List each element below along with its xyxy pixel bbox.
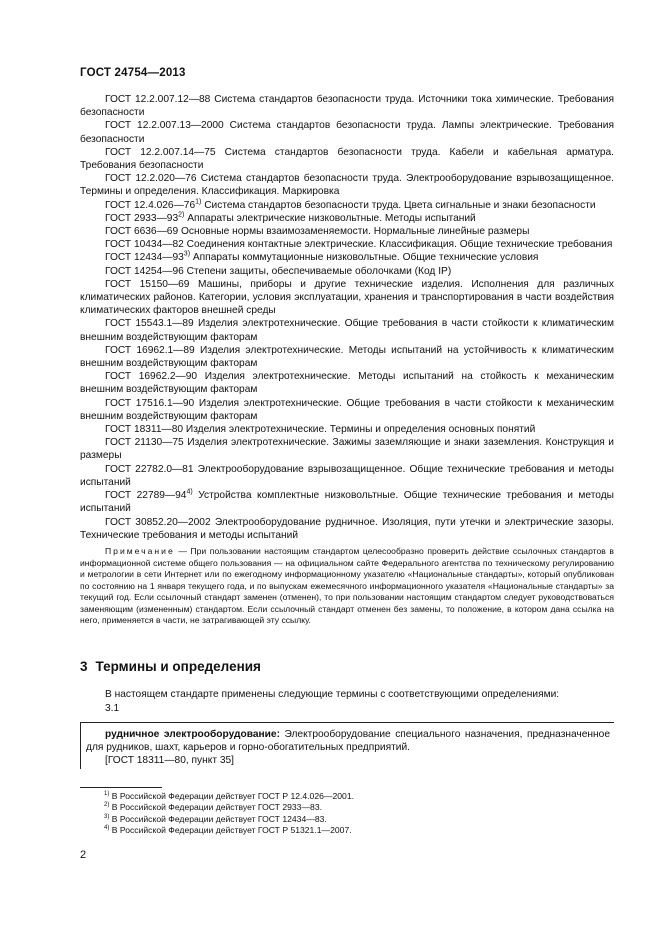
footnote-item: $^{2)}$ В Российской Федерации действует ГОСТ 2933—83. [104,802,322,813]
reference-item: ГОСТ 21130—75 Изделия электротехнические. Зажимы заземляющие и знаки заземления. Конструкция и размеры [80,437,614,462]
box-top-rule [80,722,614,723]
clause-number: 3.1 [105,702,120,714]
reference-item: ГОСТ 14254—96 Степени защиты, обеспечиваемые оболочками (Код IP) [105,265,452,277]
footnote-ref: 1) [195,198,202,206]
section-intro [80,688,614,715]
definition-box [80,722,614,769]
footnote-item: $^{3)}$ В Российской Федерации действует ГОСТ 12434—83. [104,813,327,824]
reference-item: ГОСТ 30852.20—2002 Электрооборудование рудничное. Изоляция, пути утечки и электрические зазоры. Технические требования и методы испытаний [80,516,614,541]
note-text: — При пользовании настоящим стандартом целесообразно проверить действие ссылочных стандартов в информационной системе общего пользования — на официальном сайте Федерального агентства по техническому регулированию и метрологии в сети Интернет или по ежегодному информационному указателю «Национальные стандарты», который опубликован по состоянию на 1 января текущего года, и по выпускам ежемесячного информационного указателя «Национальные стандарты» за текущий год. Если ссылочный стандарт заменен (отменен), то при пользовании настоящим стандартом следует руководствоваться заменяющим (измененным) стандартом. Если ссылочный стандарт отменен без замены, то положение, в котором дана ссылка на него, применяется в части, не затрагивающей эту ссылку. [80,545,614,626]
definition-source: [ГОСТ 18311—80, пункт 35] [105,755,234,767]
reference-item: ГОСТ 12.2.007.13—2000 Система стандартов безопасности труда. Лампы электрические. Требования безопасности [80,120,614,145]
footnote-ref: 3) [183,251,191,259]
footnote-ref: 2) [178,211,185,219]
reference-item: ГОСТ 15150—69 Машины, приборы и другие технические изделия. Исполнения для различных климатических районов. Категории, условия эксплуатации, хранения и транспортирования в части воздействия климатических факторов внешней среды [80,278,614,317]
reference-item: ГОСТ 10434—82 Соединения контактные электрические. Классификация. Общие технические требования [105,239,613,251]
note-label: Примечание [105,545,175,556]
reference-item: ГОСТ 6636—69 Основные нормы взаимозаменяемости. Нормальные линейные размеры [105,226,530,238]
reference-item: ГОСТ 18311—80 Изделия электротехнические. Термины и определения основных понятий [105,424,536,436]
reference-item: ГОСТ 12.2.020—76 Система стандартов безопасности труда. Электрооборудование взрывозащищенное. Термины и определения. Классификация. Маркировка [80,173,614,198]
reference-item: ГОСТ 17516.1—90 Изделия электротехнические. Общие требования в части стойкости к механическим внешним воздействующим факторам [80,397,614,422]
footnote-item: $^{1)}$ В Российской Федерации действует ГОСТ Р 12.4.026—2001. [104,791,354,801]
footnote-item: $^{4)}$ В Российской Федерации действует ГОСТ Р 51321.1—2007. [104,825,352,836]
definition-text [86,728,610,768]
reference-item: ГОСТ 12.2.007.14—75 Система стандартов безопасности труда. Кабели и кабельная арматура. Требования безопасности [80,146,614,172]
reference-item: ГОСТ 15543.1—89 Изделия электротехнические. Общие требования в части стойкости к климатическим внешним воздействующим факторам [80,318,614,343]
running-header: ГОСТ 24754—2013 [80,67,186,79]
reference-item: ГОСТ 12.2.007.12—88 Система стандартов безопасности труда. Источники тока химические. Требования безопасности [80,94,614,119]
definition-body: Электрооборудование специального назначения, предназначенное для рудников, шахт, карьеров и горно-обогатительных предприятий. [86,729,610,754]
reference-item: ГОСТ 12.4.026—76$^{1)}$ Система стандартов безопасности труда. Цвета сигнальные и знаки безопасности [105,198,596,211]
reference-item: ГОСТ 22789—94$^{4)}$ Устройства комплектные низковольтные. Общие технические требования и методы испытаний [80,488,614,515]
reference-item: ГОСТ 22782.0—81 Электрооборудование взрывозащищенное. Общие технические требования и методы испытаний [80,463,614,488]
footnote-rule [80,787,162,788]
page-number: 2 [80,849,87,861]
intro-text: В настоящем стандарте применены следующие термины с соответствующими определениями: [105,689,560,700]
reference-item: ГОСТ 2933—93$^{2)}$ Аппараты электрические низковольтные. Методы испытаний [105,211,476,224]
footnote-ref: 4) [186,488,193,496]
reference-item: ГОСТ 16962.1—89 Изделия электротехнические. Методы испытаний на устойчивость к климатическим внешним воздействующим факторам [80,344,614,370]
reference-item: ГОСТ 16962.2—90 Изделия электротехнические. Методы испытаний на стойкость к механическим внешним воздействующим факторам [80,371,614,396]
footnotes [104,791,354,837]
defined-term: рудничное электрооборудование: [105,729,280,740]
normative-references [80,93,614,627]
reference-item: ГОСТ 12434—93$^{3)}$ Аппараты коммутационные низковольтные. Общие технические условия [105,251,539,264]
box-left-rule [80,722,81,769]
reference-note [80,546,614,627]
section-heading: 3 Термины и определения [80,659,261,674]
